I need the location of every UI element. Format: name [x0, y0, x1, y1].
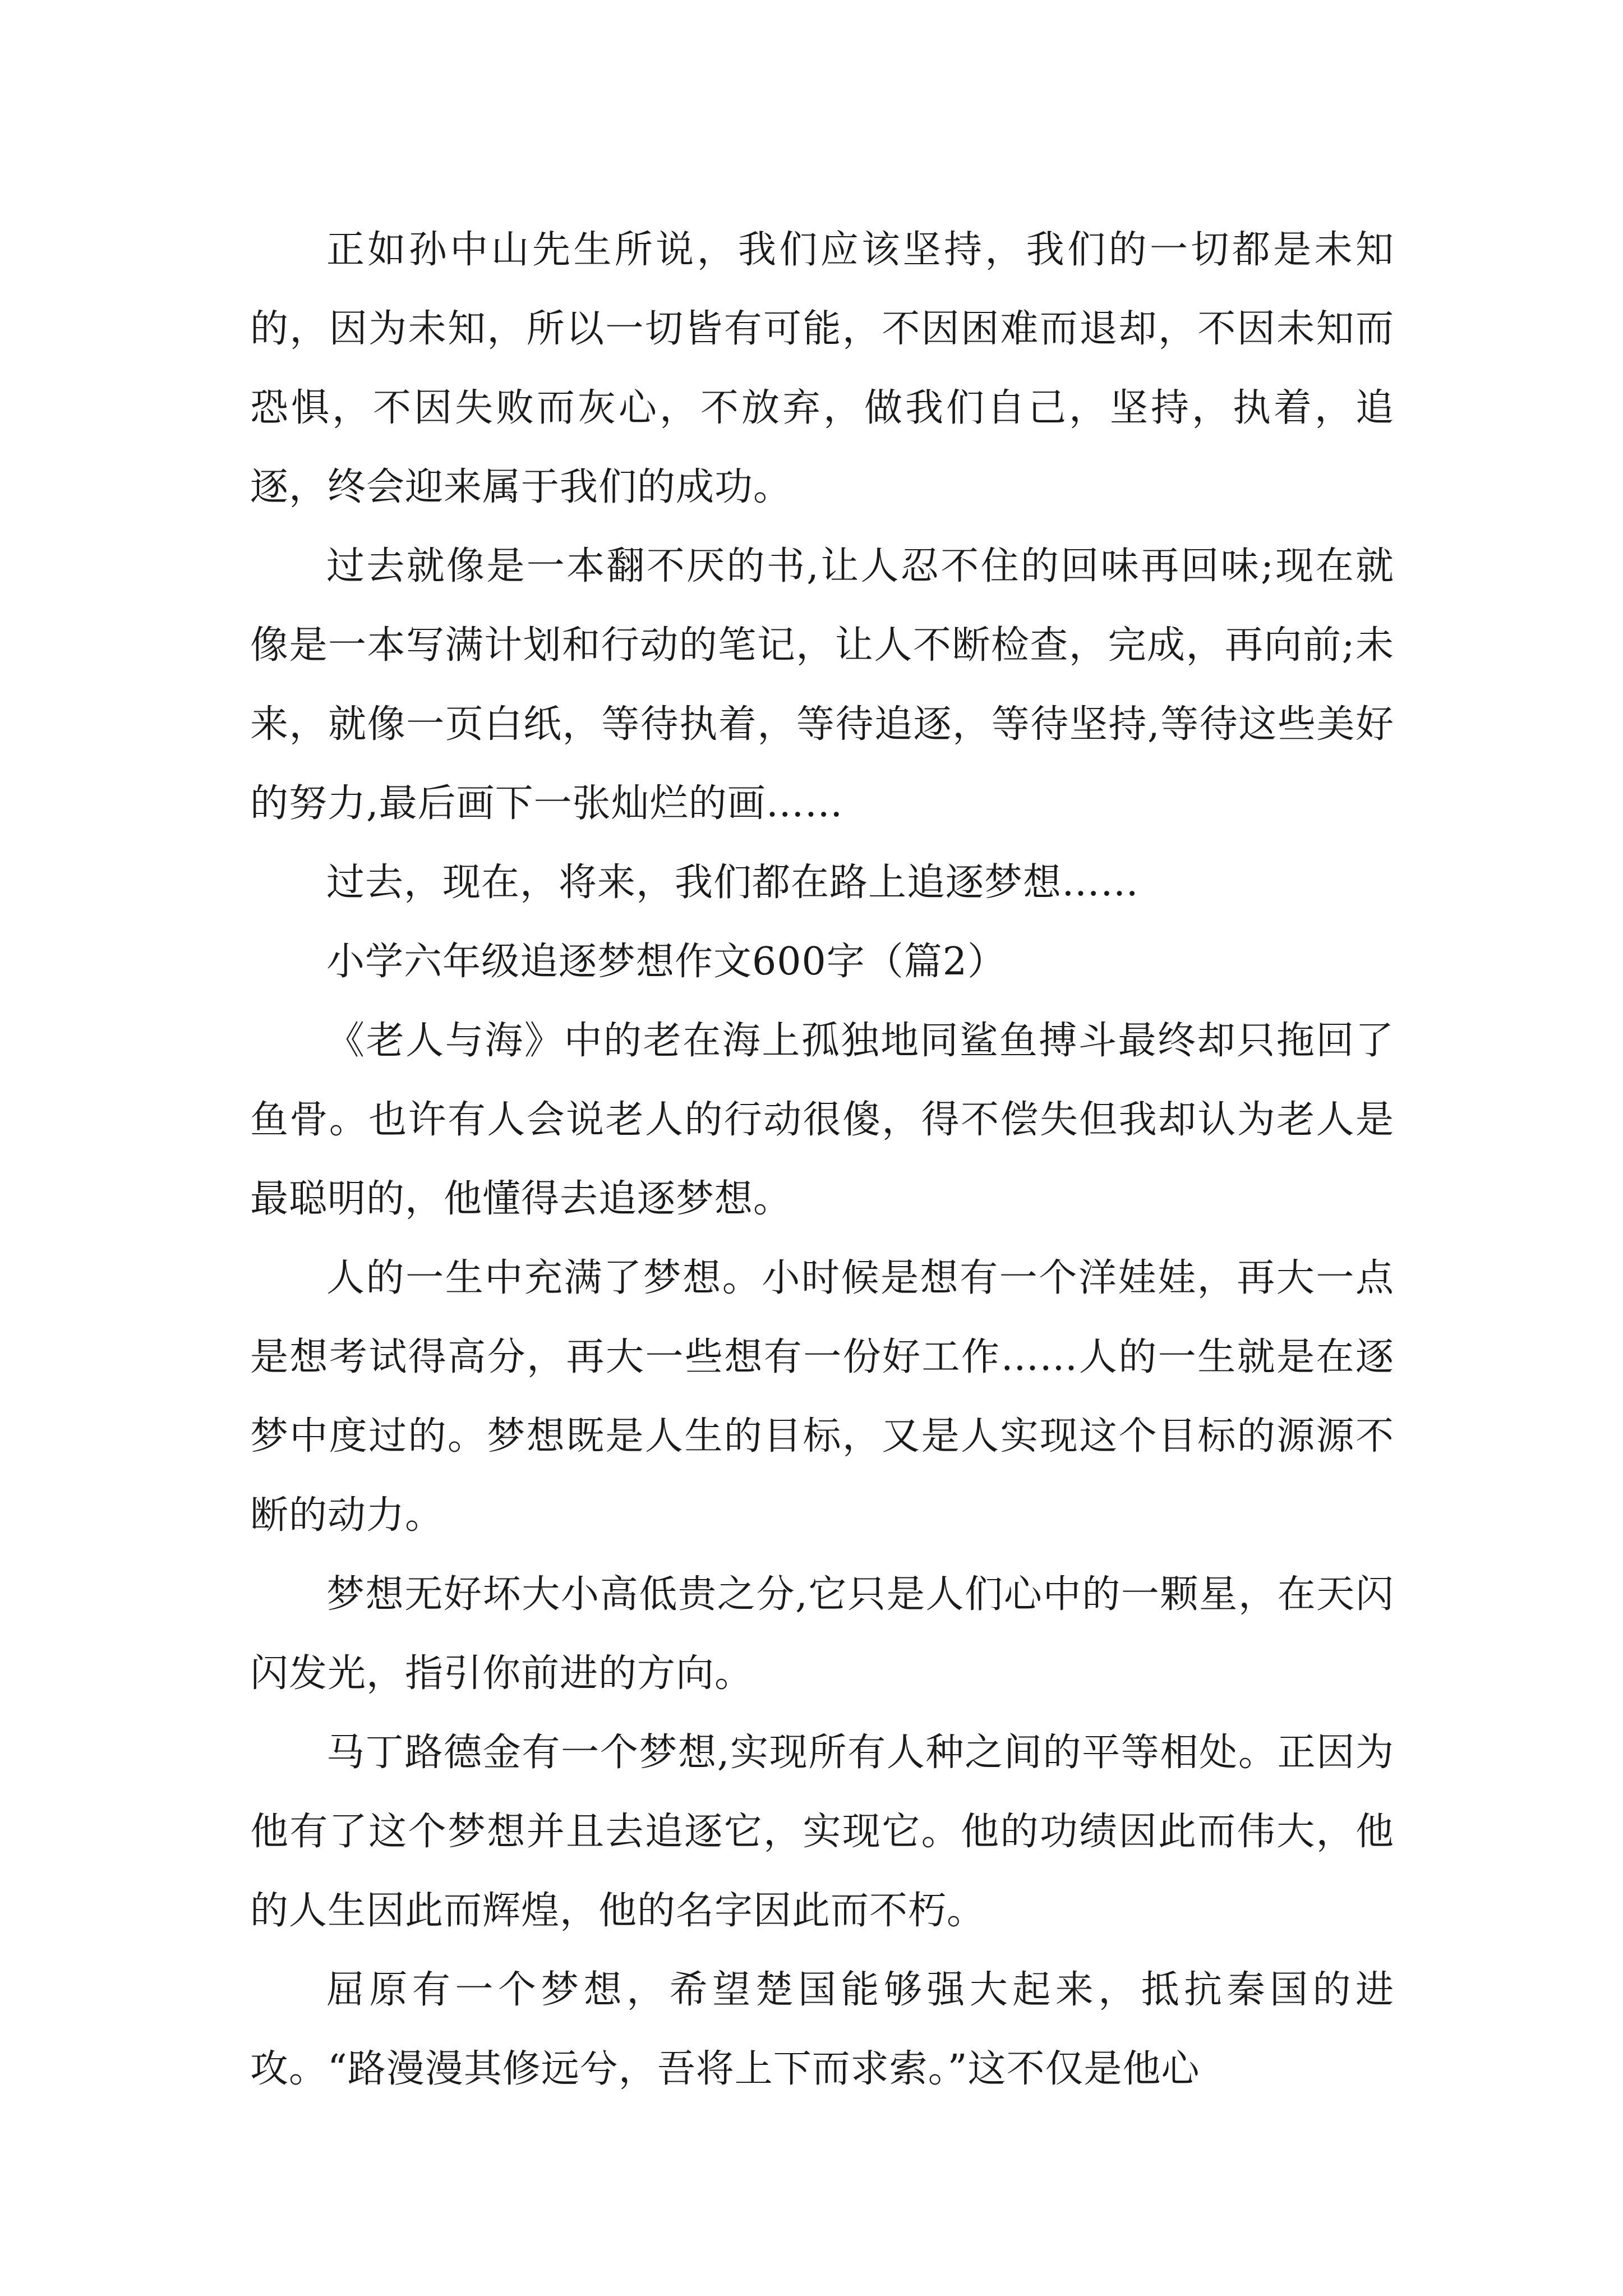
section-paragraph-4: 马丁路德金有一个梦想,实现所有人种之间的平等相处。正因为他有了这个梦想并且去追逐它，实现它。他的功绩因此而伟大，他的人生因此而辉煌，他的名字因此而不朽。: [250, 1731, 1394, 1933]
document-body: [250, 210, 1394, 2109]
paragraph-2: 过去就像是一本翻不厌的书,让人忍不住的回味再回味;现在就像是一本写满计划和行动的笔记，让人不断检查，完成，再向前;未来，就像一页白纸，等待执着，等待追逐，等待坚持,等待这些美好的努力,最后画下一张灿烂的画……: [250, 544, 1394, 826]
section-paragraph-3: 梦想无好坏大小高低贵之分,它只是人们心中的一颗星，在天闪闪发光，指引你前进的方向。: [250, 1572, 1394, 1696]
paragraph-1: 正如孙中山先生所说，我们应该坚持，我们的一切都是未知的，因为未知，所以一切皆有可能，不因困难而退却，不因未知而恐惧，不因失败而灰心，不放弃，做我们自己，坚持，执着，追逐，终会迎来属于我们的成功。: [250, 228, 1394, 509]
section-heading: 小学六年级追逐梦想作文600字（篇2）: [326, 940, 1007, 984]
section-paragraph-1: 《老人与海》中的老在海上孤独地同鲨鱼搏斗最终却只拖回了鱼骨。也许有人会说老人的行动很傻，得不偿失但我却认为老人是最聪明的，他懂得去追逐梦想。: [250, 1019, 1394, 1221]
section-paragraph-2: 人的一生中充满了梦想。小时候是想有一个洋娃娃，再大一点是想考试得高分，再大一些想有一份好工作……人的一生就是在逐梦中度过的。梦想既是人生的目标，又是人实现这个目标的源源不断的动力。: [250, 1256, 1394, 1538]
paragraph-3: 过去，现在，将来，我们都在路上追逐梦想……: [326, 861, 1140, 905]
section-paragraph-5: 屈原有一个梦想，希望楚国能够强大起来，抵抗秦国的进攻。“路漫漫其修远兮，吾将上下而求索。”这不仅是他心: [250, 1968, 1394, 2091]
